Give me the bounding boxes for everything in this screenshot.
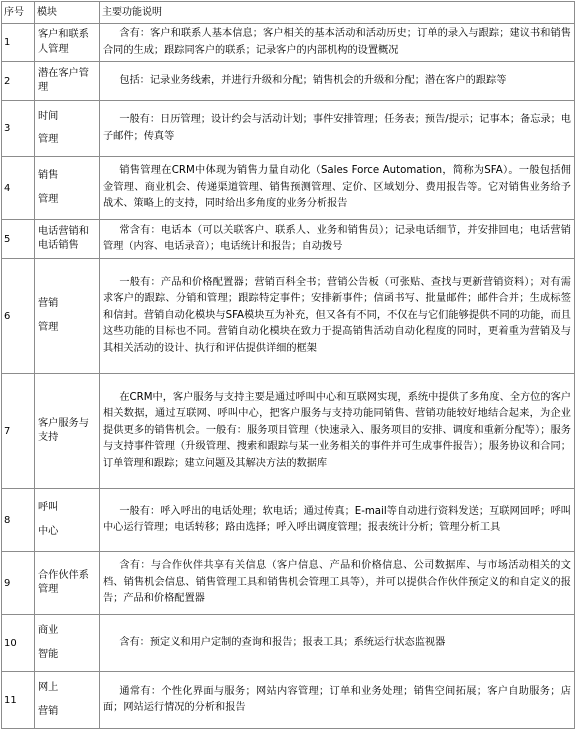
module-name: 呼叫 中心 — [35, 489, 100, 552]
header-desc: 主要功能说明 — [100, 2, 575, 24]
module-name: 客户服务与 支持 — [35, 374, 100, 489]
row-number: 9 — [2, 552, 35, 615]
table-row — [2, 220, 575, 259]
module-description: 一般有：呼入呼出的电话处理；软电话；通过传真；E-mail等自动进行资料发送；互联网回呼；呼叫中心运行管理；电话转移；路由选择；呼入呼出调度管理；报表统计分析；管理分析工具 — [100, 489, 575, 552]
module-description: 通常有：个性化界面与服务；网站内容管理；订单和业务处理；销售空间拓展；客户自助服务；店面；网站运行情况的分析和报告 — [100, 672, 575, 729]
table-row — [2, 101, 575, 157]
module-description: 销售管理在CRM中体现为销售力量自动化（Sales Force Automation，简称为SFA）。一般包括佣金管理、商业机会、传递渠道管理、销售预测管理、定价、区域划分、费用报告等。它对销售业务给予战术、策略上的支持，同时给出多角度的业务分析报告 — [100, 157, 575, 220]
module-description: 包括：记录业务线索，并进行升级和分配；销售机会的升级和分配；潜在客户的跟踪等 — [100, 62, 575, 101]
module-description: 常含有：电话本（可以关联客户、联系人、业务和销售员）；记录电话细节，并安排回电；电话营销管理（内容、电话录音）；电话统计和报告；自动拨号 — [100, 220, 575, 259]
crm-module-table — [1, 1, 575, 729]
table-row — [2, 62, 575, 101]
row-number: 10 — [2, 615, 35, 672]
row-number: 3 — [2, 101, 35, 157]
table-row — [2, 615, 575, 672]
header-module: 模块 — [35, 2, 100, 24]
module-name: 营销 管理 — [35, 259, 100, 374]
module-name: 潜在客户管 理 — [35, 62, 100, 101]
module-name: 网上 营销 — [35, 672, 100, 729]
module-name: 电话营销和 电话销售 — [35, 220, 100, 259]
table-row — [2, 259, 575, 374]
module-name: 商业 智能 — [35, 615, 100, 672]
table-row — [2, 24, 575, 62]
module-name: 时间 管理 — [35, 101, 100, 157]
table-row — [2, 157, 575, 220]
row-number: 7 — [2, 374, 35, 489]
table-row — [2, 489, 575, 552]
module-description: 含有：与合作伙伴共享有关信息（客户信息、产品和价格信息、公司数据库、与市场活动相关的文档、销售机会信息、销售管理工具和销售机会管理工具等），并可以提供合作伙伴预定义的和自定义的报告；产品和价格配置器 — [100, 552, 575, 615]
header-no: 序号 — [2, 2, 35, 24]
module-name: 客户和联系 人管理 — [35, 24, 100, 62]
row-number: 5 — [2, 220, 35, 259]
module-description: 含有：预定义和用户定制的查询和报告；报表工具；系统运行状态监视器 — [100, 615, 575, 672]
row-number: 1 — [2, 24, 35, 62]
row-number: 6 — [2, 259, 35, 374]
module-name: 合作伙伴系 管理 — [35, 552, 100, 615]
module-name: 销售 管理 — [35, 157, 100, 220]
module-description: 含有：客户和联系人基本信息；客户相关的基本活动和活动历史；订单的录入与跟踪；建议书和销售合同的生成；跟踪同客户的联系；记录客户的内部机构的设置概况 — [100, 24, 575, 62]
table-header-row — [2, 2, 575, 24]
row-number: 8 — [2, 489, 35, 552]
table-row — [2, 374, 575, 489]
row-number: 2 — [2, 62, 35, 101]
table-row — [2, 672, 575, 729]
row-number: 11 — [2, 672, 35, 729]
module-description: 在CRM中，客户服务与支持主要是通过呼叫中心和互联网实现，系统中提供了多角度、全方位的客户相关数据，通过互联网、呼叫中心，把客户服务与支持功能同销售、营销功能较好地结合起来，为企业提供更多的销售机会。一般有：服务项目管理（快速录入、服务项目的安排、调度和重新分配等）；服务与支持事件管理（升级管理、搜索和跟踪与某一业务相关的事件并可生成事件报告）；服务协议和合同；订单管理和跟踪；建立问题及其解决方法的数据库 — [100, 374, 575, 489]
module-description: 一般有：产品和价格配置器；营销百科全书；营销公告板（可张贴、查找与更新营销资料）；对有需求客户的跟踪、分销和管理；跟踪特定事件；安排新事件；信函书写、批量邮件；邮件合并；生成标签和信封。营销自动化模块与SFA模块互为补充，但又各有不同，不仅在与它们能够提供不同的功能，而且这些功能的目标也不同。营销自动化模块在致力于提高销售活动自动化程度的同时，更着重为营销及与其相关活动的设计、执行和评估提供详细的框架 — [100, 259, 575, 374]
row-number: 4 — [2, 157, 35, 220]
table-row — [2, 552, 575, 615]
module-description: 一般有：日历管理；设计约会与活动计划；事件安排管理；任务表；预告/提示；记事本；备忘录；电子邮件；传真等 — [100, 101, 575, 157]
